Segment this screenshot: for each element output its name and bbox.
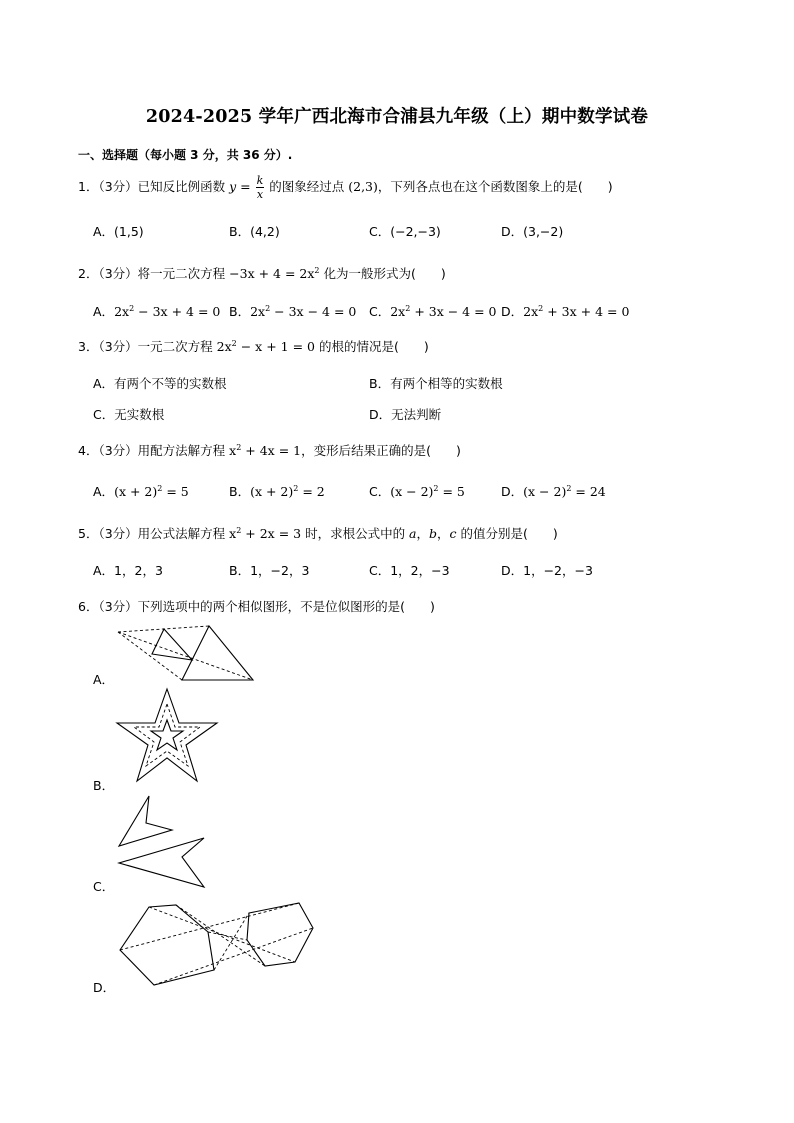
math-expression: = 2 <box>298 484 325 499</box>
math-expression: 2x <box>216 339 232 354</box>
question-score: （3分） <box>98 179 138 194</box>
math-exponent: 2 <box>433 484 439 493</box>
option-label: D． <box>501 304 524 319</box>
question-6 <box>78 597 435 615</box>
option-c: C．1，2，−3 <box>369 563 450 578</box>
math-exponent: 2 <box>157 484 163 493</box>
question-text: 的值分别是 <box>456 526 524 541</box>
option-b: B．(4,2) <box>229 224 280 239</box>
math-expression: + 3x + 4 = 0 <box>543 304 630 319</box>
math-exponent: 2 <box>405 304 411 313</box>
question-text: 用配方法解方程 <box>137 443 230 458</box>
question-text: 的图象经过点 <box>265 179 349 194</box>
question-text: 化为一般形式为 <box>319 266 411 281</box>
option-b <box>229 302 356 320</box>
math-point: (2,3) <box>348 179 378 194</box>
separator: ， <box>416 526 430 541</box>
question-text: 将一元二次方程 <box>137 266 230 281</box>
math-expression: = 5 <box>162 484 189 499</box>
fraction <box>256 175 265 200</box>
question-number: 3． <box>78 339 99 354</box>
question-score: （3分） <box>98 443 138 458</box>
question-number: 2． <box>78 266 99 281</box>
question-number: 1． <box>78 179 99 194</box>
option-c: C．(−2,−3) <box>369 224 441 239</box>
option-d: D． <box>93 980 116 995</box>
math-exponent: 2 <box>293 484 299 493</box>
question-1 <box>78 175 613 200</box>
section-heading: 一、选择题（每小题 3 分，共 36 分）. <box>78 148 293 162</box>
math-exponent: 2 <box>566 484 572 493</box>
question-text: 时，求根公式中的 <box>301 526 410 541</box>
math-exponent: 2 <box>236 443 242 452</box>
answer-bracket: ( ) <box>411 266 446 281</box>
math-exponent: 2 <box>538 304 544 313</box>
math-expression: = 24 <box>571 484 606 499</box>
option-b <box>229 482 325 500</box>
answer-bracket: ( ) <box>523 526 558 541</box>
option-d <box>501 302 629 320</box>
question-text: 一元二次方程 <box>137 339 217 354</box>
math-var: c <box>449 526 457 541</box>
math-expression: + 3x − 4 = 0 <box>410 304 497 319</box>
math-expression: − 3x − 4 = 0 <box>270 304 357 319</box>
option-c <box>369 482 465 500</box>
math-var: b <box>429 526 438 541</box>
math-expression: x <box>229 526 237 541</box>
math-expression: 2x <box>523 304 539 319</box>
figure-b-stars <box>114 686 220 789</box>
math-expression: 2x <box>390 304 406 319</box>
option-d: D．1，−2，−3 <box>501 563 593 578</box>
option-c: C．无实数根 <box>93 407 165 422</box>
question-text: ，下列各点也在这个函数图象上的是 <box>377 179 578 194</box>
separator: ， <box>437 526 450 541</box>
option-a <box>93 302 220 320</box>
figure-c-arrows <box>116 793 208 892</box>
option-label: A． <box>93 484 115 499</box>
question-text: 下列选项中的两个相似图形，不是位似图形的是 <box>137 599 401 614</box>
question-score: （3分） <box>98 266 138 281</box>
option-b: B．有两个相等的实数根 <box>369 376 503 391</box>
figure-d-hexagons <box>116 900 316 993</box>
fraction-numerator: k <box>256 174 264 187</box>
question-text: 用公式法解方程 <box>137 526 230 541</box>
option-label: B． <box>229 304 251 319</box>
math-exponent: 2 <box>265 304 271 313</box>
page-title: 2024-2025 学年广西北海市合浦县九年级（上）期中数学试卷 <box>145 107 649 127</box>
option-a: A．有两个不等的实数根 <box>93 376 227 391</box>
question-text: 已知反比例函数 <box>137 179 230 194</box>
fraction-denominator: x <box>256 188 264 201</box>
math-expression: −3x + 4 = 2x <box>229 266 315 281</box>
option-label: C． <box>369 304 391 319</box>
option-label: A． <box>93 304 115 319</box>
answer-bracket: ( ) <box>400 599 435 614</box>
math-expression: + 2x = 3 <box>241 526 302 541</box>
question-score: （3分） <box>98 599 138 614</box>
math-var: y <box>229 179 237 194</box>
math-expression: (x + 2) <box>250 484 294 499</box>
math-expression: (x − 2) <box>523 484 567 499</box>
math-expression: x <box>229 443 237 458</box>
question-number: 5． <box>78 526 99 541</box>
question-text: ，变形后结果正确的是 <box>301 443 427 458</box>
math-expression: (x − 2) <box>390 484 434 499</box>
option-a: A． <box>93 672 115 687</box>
question-number: 6． <box>78 599 99 614</box>
option-d: D．无法判断 <box>369 407 442 422</box>
option-label: D． <box>501 484 524 499</box>
figure-a-triangles <box>110 622 260 687</box>
option-a: A．1，2，3 <box>93 563 163 578</box>
answer-bracket: ( ) <box>393 339 429 354</box>
math-exponent: 2 <box>231 339 237 348</box>
answer-bracket: ( ) <box>577 179 613 194</box>
math-exponent: 2 <box>129 304 135 313</box>
question-number: 4． <box>78 443 99 458</box>
option-a: A．(1,5) <box>93 224 144 239</box>
option-b: B． <box>93 778 115 793</box>
math-expression: = 5 <box>438 484 465 499</box>
math-expression: 2x <box>250 304 266 319</box>
math-expression: + 4x = 1 <box>241 443 302 458</box>
question-score: （3分） <box>98 526 138 541</box>
math-exponent: 2 <box>314 266 320 275</box>
option-d <box>501 482 606 500</box>
option-d: D．(3,−2) <box>501 224 564 239</box>
math-exponent: 2 <box>236 526 242 535</box>
option-b: B．1，−2，3 <box>229 563 310 578</box>
option-c <box>369 302 497 320</box>
math-var: a <box>409 526 417 541</box>
question-3 <box>78 337 429 355</box>
question-4 <box>78 441 461 459</box>
question-score: （3分） <box>98 339 138 354</box>
option-c: C． <box>93 879 115 894</box>
math-expression: − x + 1 = 0 <box>236 339 315 354</box>
question-text: 的根的情况是 <box>314 339 394 354</box>
answer-bracket: ( ) <box>426 443 461 458</box>
option-label: B． <box>229 484 251 499</box>
math-expression: − 3x + 4 = 0 <box>134 304 221 319</box>
math-op: = <box>236 179 255 194</box>
option-label: C． <box>369 484 391 499</box>
math-expression: (x + 2) <box>114 484 158 499</box>
option-a <box>93 482 189 500</box>
question-2 <box>78 264 446 282</box>
question-5 <box>78 524 558 542</box>
math-expression: 2x <box>114 304 130 319</box>
